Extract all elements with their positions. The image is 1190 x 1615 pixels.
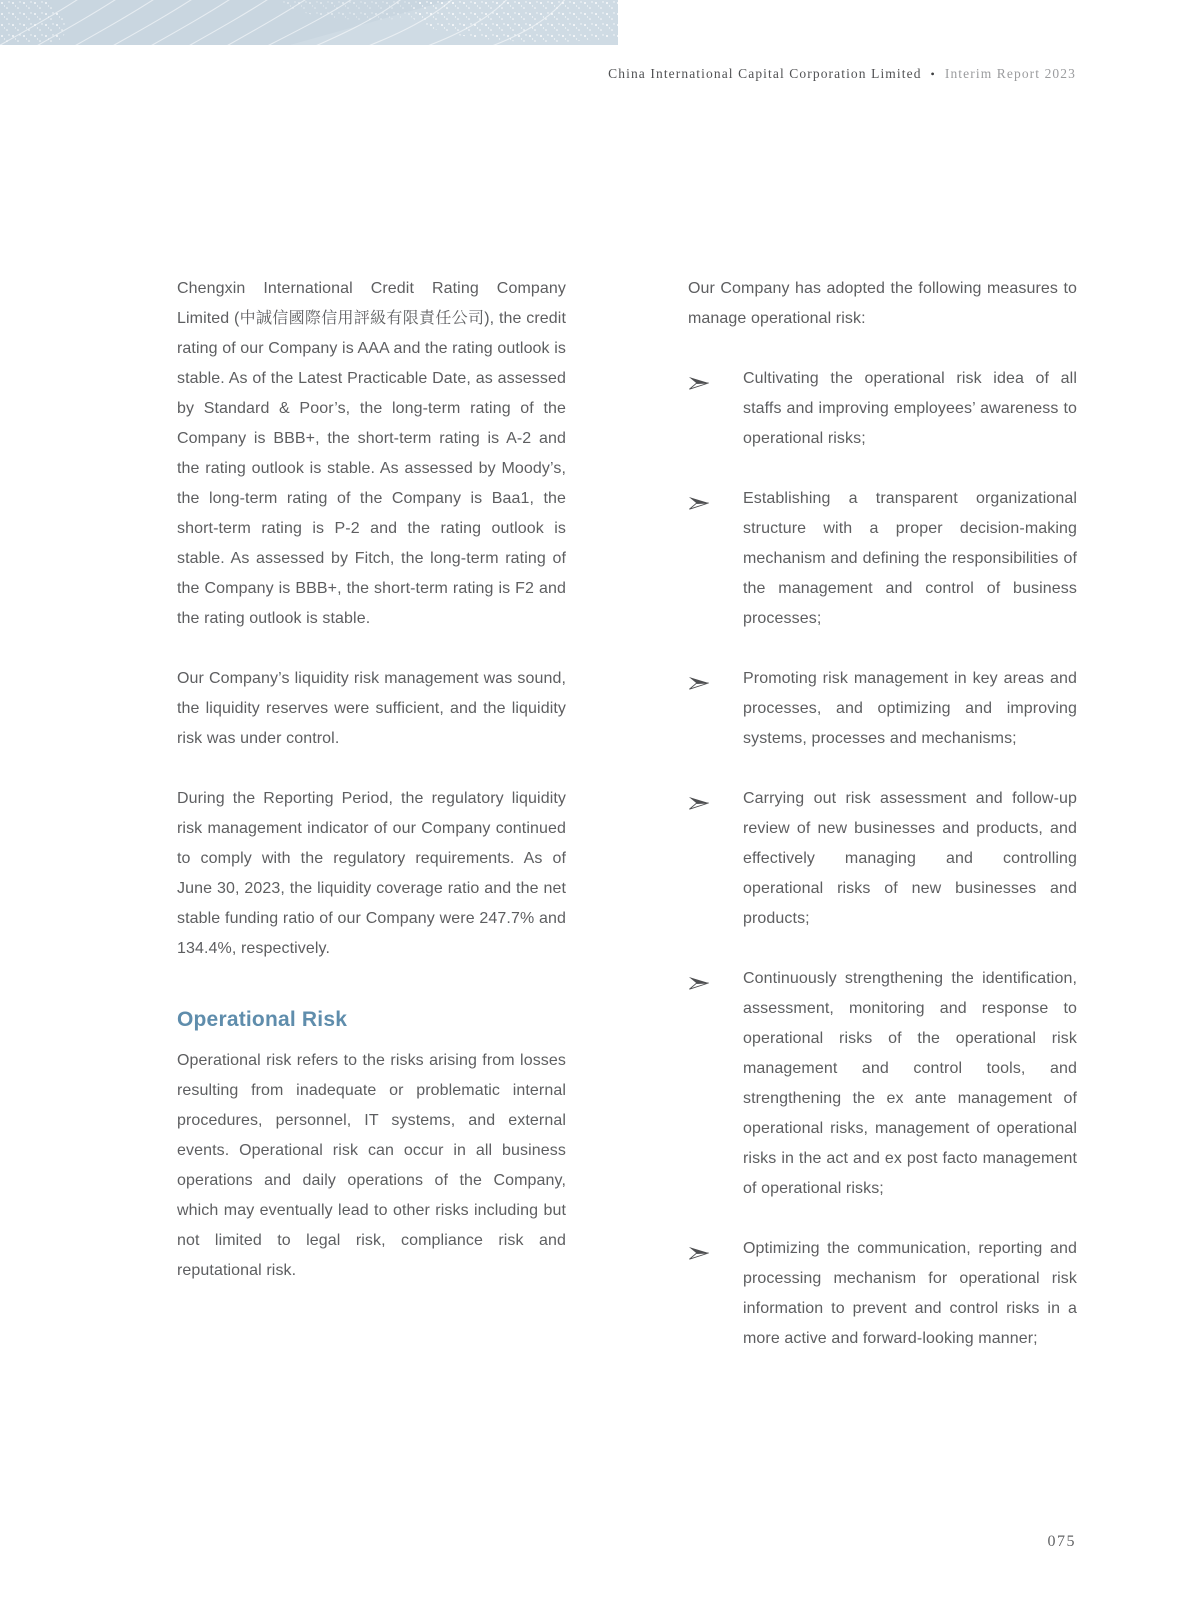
bullet-text: Promoting risk management in key areas and processes, and optimizing and improving systems, processes and mechanisms; xyxy=(743,670,1077,747)
bullet-item xyxy=(688,664,1077,754)
bullet-item xyxy=(688,1234,1077,1354)
header-report-title: Interim Report 2023 xyxy=(944,66,1076,81)
bullet-item xyxy=(688,784,1077,934)
column-left xyxy=(177,274,566,1286)
bullet-arrowhead-icon xyxy=(688,664,743,754)
bullet-item xyxy=(688,964,1077,1204)
bullet-text: Optimizing the communication, reporting and processing mechanism for operational risk information to prevent and control risks in a more active and forward-looking manner; xyxy=(743,1240,1077,1347)
bullet-text: Carrying out risk assessment and follow-up review of new businesses and products, and effectively managing and controlling operational risks of new businesses and products; xyxy=(743,790,1077,927)
decorative-band xyxy=(0,0,618,45)
bullet-arrowhead-icon xyxy=(688,364,743,454)
column-right xyxy=(688,274,1077,1384)
header-separator-dot: • xyxy=(930,67,936,81)
page-number: 075 xyxy=(1047,1533,1076,1550)
page-header xyxy=(608,66,1076,82)
paragraph-operational-risk-definition: Operational risk refers to the risks arising from losses resulting from inadequate or problematic internal procedures, personnel, IT systems, and external events. Operational risk can occur in all business operations and daily operations of the Company, which may eventually lead to other risks including but not limited to legal risk, compliance risk and reputational risk. xyxy=(177,1052,566,1279)
bullet-text: Establishing a transparent organizational structure with a proper decision-making mechanism and defining the responsibilities of the management and control of business processes; xyxy=(743,490,1077,627)
wave-texture-graphic xyxy=(0,0,618,45)
paragraph-reporting-period: During the Reporting Period, the regulatory liquidity risk management indicator of our Company continued to comply with the regulatory requirements. As of June 30, 2023, the liquidity coverage ratio and the net stable funding ratio of our Company were 247.7% and 134.4%, respectively. xyxy=(177,790,566,957)
section-heading-operational-risk: Operational Risk xyxy=(177,1008,348,1031)
bullet-text: Continuously strengthening the identification, assessment, monitoring and response to operational risks of the operational risk management and control tools, and strengthening the ex ante management of operational risks, management of operational risks in the act and ex post facto management of operational risks; xyxy=(743,970,1077,1197)
paragraph-measures-intro: Our Company has adopted the following measures to manage operational risk: xyxy=(688,280,1077,327)
bullet-arrowhead-icon xyxy=(688,964,743,1204)
bullet-arrowhead-icon xyxy=(688,1234,743,1354)
paragraph-liquidity-sound: Our Company’s liquidity risk management was sound, the liquidity reserves were sufficient, and the liquidity risk was under control. xyxy=(177,670,566,747)
bullet-arrowhead-icon xyxy=(688,784,743,934)
header-company-name: China International Capital Corporation Limited xyxy=(608,66,922,81)
bullet-item xyxy=(688,364,1077,454)
bullet-text: Cultivating the operational risk idea of all staffs and improving employees’ awareness to operational risks; xyxy=(743,370,1077,447)
bullet-item xyxy=(688,484,1077,634)
paragraph-credit-rating: Chengxin International Credit Rating Company Limited (中誠信國際信用評級有限責任公司), the credit rating of our Company is AAA and the rating outlook is stable. As of the Latest Practicable Date, as assessed by Standard & Poor’s, the long-term rating of the Company is BBB+, the short-term rating is A-2 and the rating outlook is stable. As assessed by Moody’s, the long-term rating of the Company is Baa1, the short-term rating is P-2 and the rating outlook is stable. As assessed by Fitch, the long-term rating of the Company is BBB+, the short-term rating is F2 and the rating outlook is stable. xyxy=(177,280,566,627)
bullet-arrowhead-icon xyxy=(688,484,743,634)
